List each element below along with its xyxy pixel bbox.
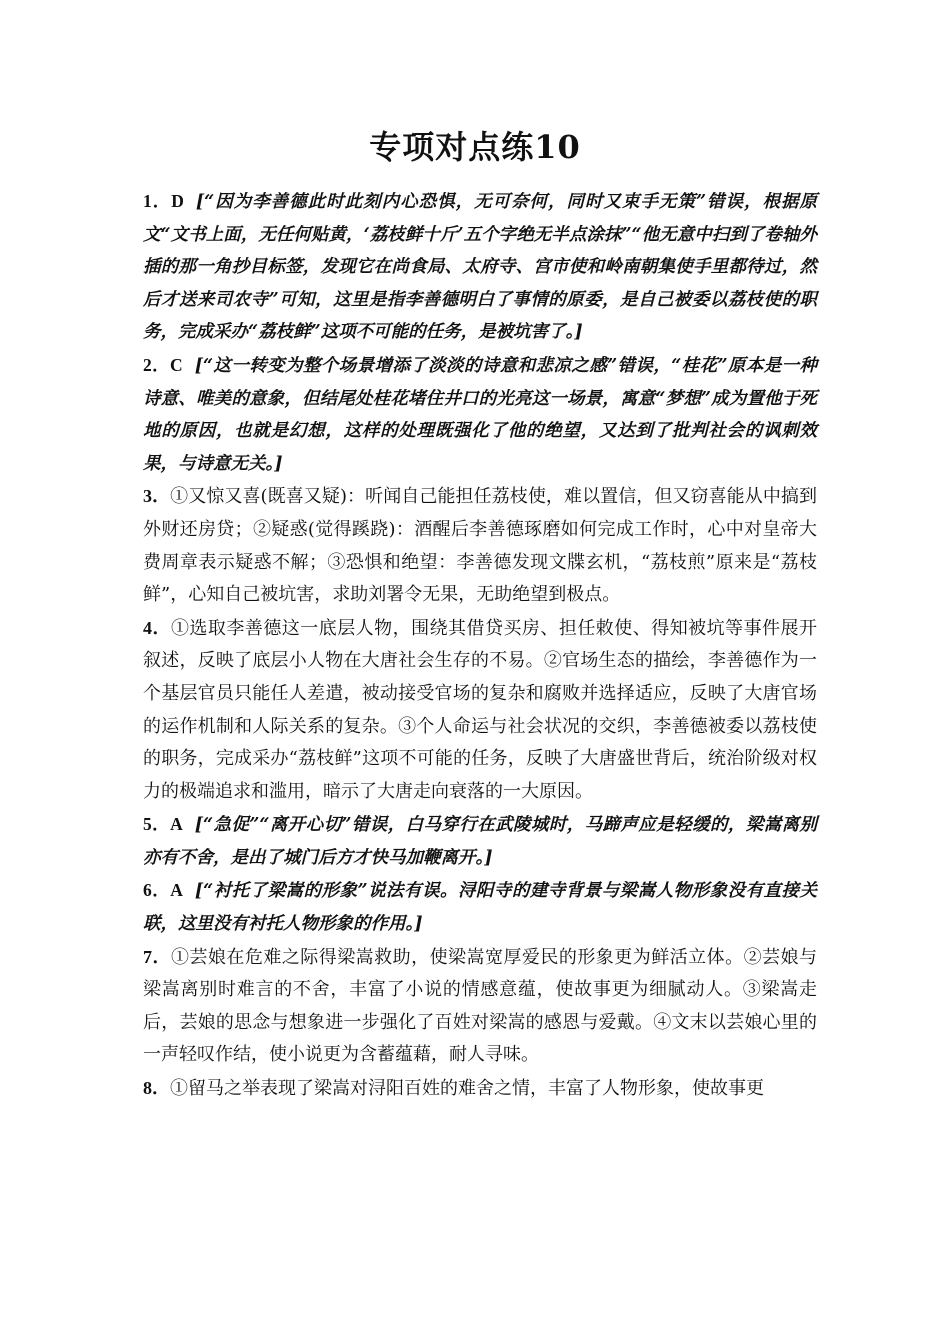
answer-choice: A <box>170 814 183 835</box>
answer-list <box>143 185 817 1106</box>
page-title: 专项对点练10 <box>369 128 581 166</box>
item-number: 5． <box>143 814 171 835</box>
item-text: ①又惊又喜(既喜又疑)：听闻自己能担任荔枝使，难以置信，但又窃喜能从中搞到外财还房贷；②疑惑(觉得蹊跷)：酒醒后李善德琢磨如何完成工作时，心中对皇帝大费周章表示疑惑不解；③恐惧和绝望：李善德发现文牒玄机，“荔枝煎”原来是“荔枝鲜”，心知自己被坑害，求助刘署令无果，无助绝望到极点。 <box>143 486 817 606</box>
item-number: 7． <box>143 946 171 967</box>
item-text: ①芸娘在危难之际得梁嵩救助，使梁嵩宽厚爱民的形象更为鲜活立体。②芸娘与梁嵩离别时难言的不舍，丰富了小说的情感意蕴，使故事更为细腻动人。③梁嵩走后，芸娘的思念与想象进一步强化了百姓对梁嵩的感恩与爱戴。④文末以芸娘心里的一声轻叹作结，使小说更为含蓄蕴藉，耐人寻味。 <box>143 946 818 1066</box>
answer-choice: D <box>171 191 184 211</box>
item-text: [“急促”“离开心切”错误，白马穿行在武陵城时，马蹄声应是轻缓的，梁嵩离别亦有不舍，是出了城门后方才快马加鞭离开。] <box>143 815 817 868</box>
answer-item-5 <box>143 808 817 874</box>
answer-item-8 <box>143 1072 817 1106</box>
answer-choice: C <box>170 354 183 375</box>
item-number: 2． <box>143 354 171 375</box>
item-number: 8． <box>143 1078 170 1099</box>
item-text: [“这一转变为整个场景增添了淡淡的诗意和悲凉之感”错误，“桂花”原本是一种诗意、唯美的意象，但结尾处桂花堵住井口的光亮这一场景，寓意“梦想”成为置他于死地的原因，也就是幻想，这样的处理既强化了他的绝望，又达到了批判社会的讽刺效果，与诗意无关。] <box>143 355 818 474</box>
answer-item-3 <box>143 480 817 611</box>
answer-item-7 <box>143 941 817 1072</box>
item-text: ①留马之举表现了梁嵩对浔阳百姓的难舍之情，丰富了人物形象，使故事更 <box>170 1078 764 1100</box>
item-text: [“因为李善德此时此刻内心恐惧，无可奈何，同时又束手无策”错误，根据原文“文书上面，无任何贴黄，‘荔枝鲜十斤’五个字绝无半点涂抹”“他无意中扫到了卷轴外插的那一角抄目标签，发现它在尚食局、太府寺、宫市使和岭南朝集使手里都待过，然后才送来司农寺”可知，这里是指李善德明白了事情的原委，是自己被委以荔枝使的职务，完成采办“荔枝鲜”这项不可能的任务，是被坑害了。] <box>143 192 817 343</box>
item-number: 4． <box>143 617 171 638</box>
item-text: [“衬托了梁嵩的形象”说法有误。浔阳寺的建寺背景与梁嵩人物形象没有直接关联，这里没有衬托人物形象的作用。] <box>143 881 818 935</box>
answer-item-4 <box>143 612 817 809</box>
answer-item-1 <box>143 185 817 349</box>
item-number: 6． <box>143 880 171 901</box>
item-number: 1． <box>143 191 172 211</box>
answer-item-2 <box>143 349 817 480</box>
answer-item-6 <box>143 874 817 940</box>
item-number: 3． <box>143 486 171 507</box>
item-text: ①选取李善德这一底层人物，围绕其借贷买房、担任敕使、得知被坑等事件展开叙述，反映了底层小人物在大唐社会生存的不易。②官场生态的描绘，李善德作为一个基层官员只能任人差遣，被动接受官场的复杂和腐败并选择适应，反映了大唐官场的运作机制和人际关系的复杂。③个人命运与社会状况的交织，李善德被委以荔枝使的职务，完成采办“荔枝鲜”这项不可能的任务，反映了大唐盛世背后，统治阶级对权力的极端追求和滥用，暗示了大唐走向衰落的一大原因。 <box>143 617 818 802</box>
answer-choice: A <box>170 880 183 901</box>
